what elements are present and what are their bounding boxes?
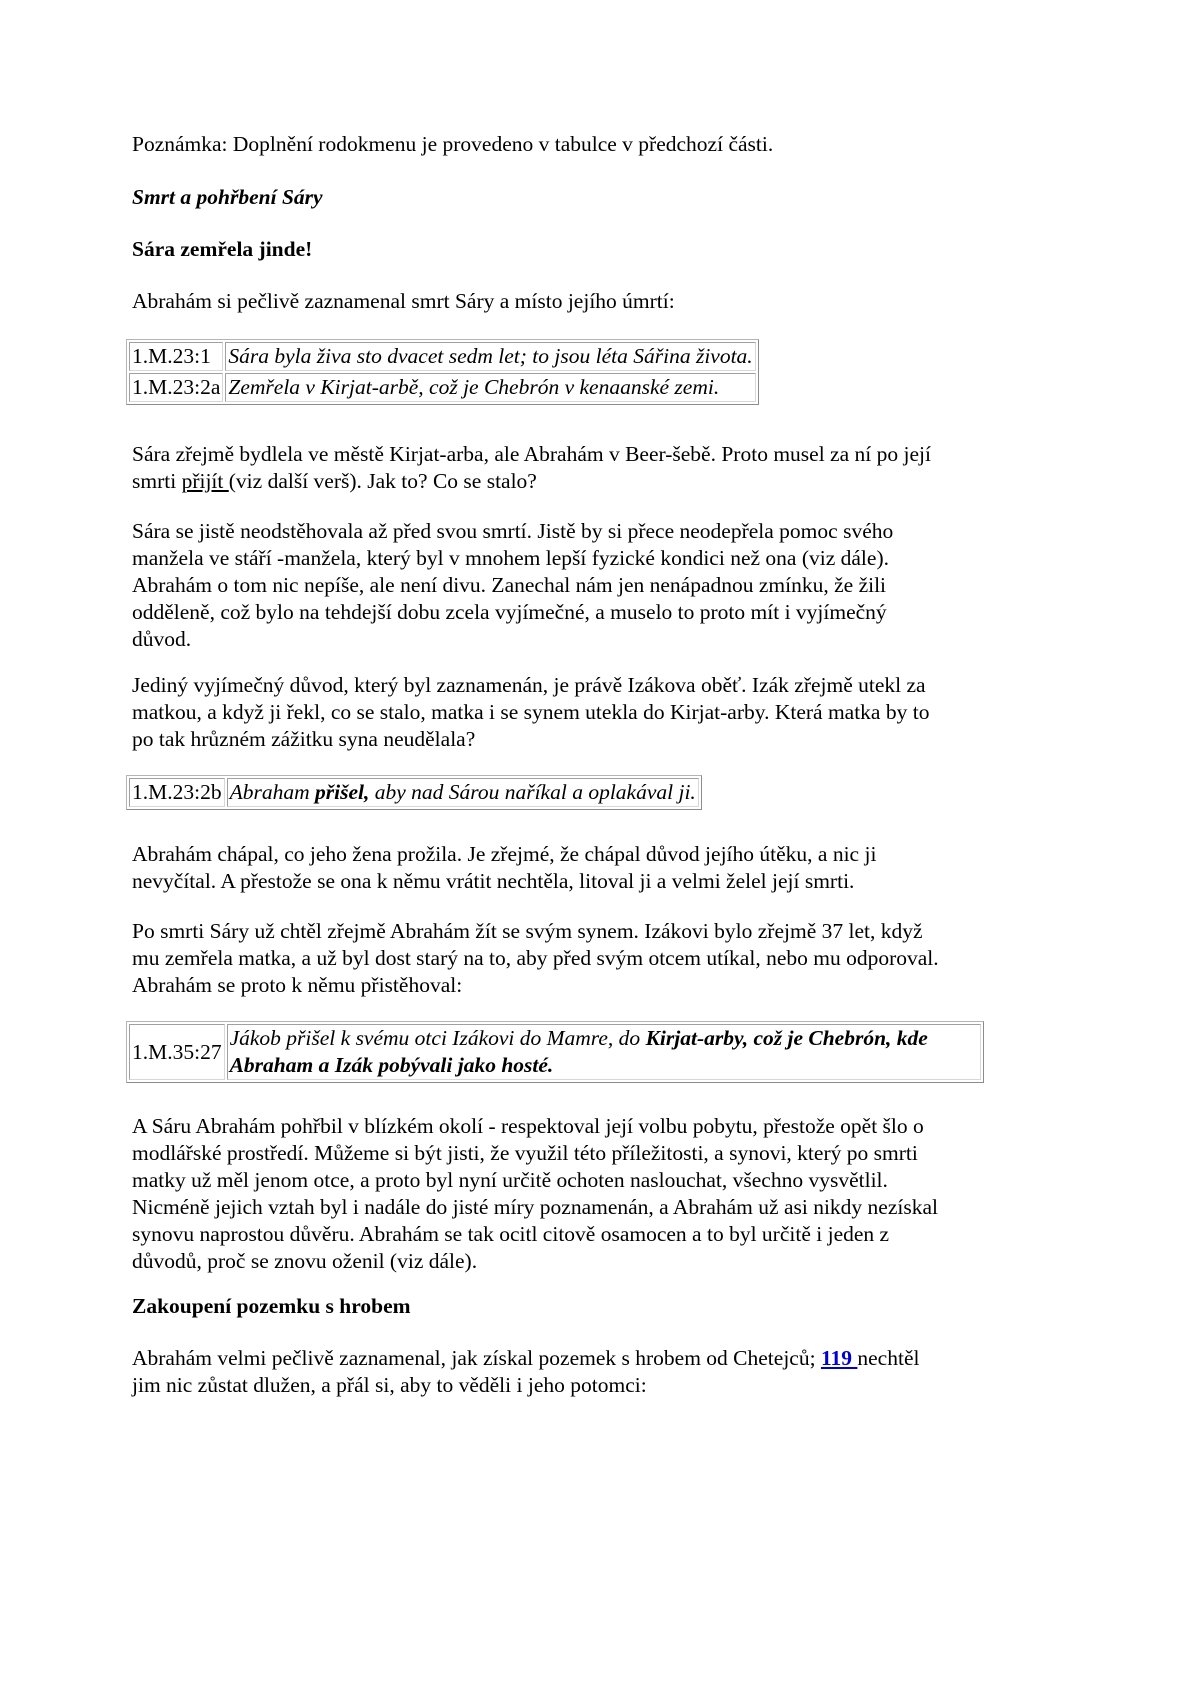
paragraph-line: důvodů, proč se znovu oženil (viz dále). — [132, 1249, 478, 1273]
text-span: smrti — [132, 469, 182, 493]
note-text: Poznámka: Doplnění rodokmenu je provedeno v tabulce v předchozí části. — [132, 132, 774, 156]
intro-paragraph: Abrahám si pečlivě zaznamenal smrt Sáry a místo jejího úmrtí: — [132, 289, 675, 313]
footnote-link[interactable]: 119 — [820, 1346, 858, 1370]
paragraph-line: matkou, a když ji řekl, co se stalo, matka i se synem utekla do Kirjat-arby. Která matka by to — [132, 700, 930, 724]
verse-text: Sára byla živa sto dvacet sedm let; to jsou léta Sářina života. — [225, 342, 755, 371]
verse-ref: 1.M.23:2a — [129, 373, 223, 402]
verse-line — [230, 1052, 978, 1079]
bold-text: Abraham a Izák pobývali jako hosté. — [229, 1053, 554, 1077]
paragraph-3 — [132, 672, 1052, 753]
verse-table-3 — [126, 1021, 984, 1083]
paragraph-line: Abrahám chápal, co jeho žena prožila. Je zřejmé, že chápal důvod jejího útěku, a nic ji — [132, 842, 877, 866]
paragraph-line: manžela ve stáří -manžela, který byl v mnohem lepší fyzické kondici než ona (viz dále). — [132, 546, 889, 570]
verse-row — [129, 373, 756, 402]
verse-line — [230, 1025, 978, 1052]
paragraph-line — [132, 468, 1052, 495]
verse-row — [129, 1024, 981, 1080]
verse-text — [227, 1024, 981, 1080]
text-span: Abraham — [229, 780, 315, 804]
verse-table-2 — [126, 775, 702, 810]
paragraph-line: důvod. — [132, 627, 192, 651]
text-span: (viz další verš). Jak to? Co se stalo? — [228, 469, 537, 493]
paragraph-line: Po smrti Sáry už chtěl zřejmě Abrahám žít se svým synem. Izákovi bylo zřejmě 37 let, když — [132, 919, 923, 943]
text-span: Abrahám velmi pečlivě zaznamenal, jak získal pozemek s hrobem od Chetejců; — [132, 1346, 821, 1370]
bold-text: Kirjat-arby, což je Chebrón, kde — [645, 1026, 928, 1050]
verse-ref: 1.M.35:27 — [129, 1024, 225, 1080]
verse-ref: 1.M.23:2b — [129, 778, 225, 807]
underlined-word: přijít — [181, 469, 229, 493]
bold-text: přišel, — [315, 780, 370, 804]
paragraph-line: Sára se jistě neodstěhovala až před svou smrtí. Jistě by si přece neodepřela pomoc svého — [132, 519, 894, 543]
paragraph-line: jim nic zůstat dlužen, a přál si, aby to věděli i jeho potomci: — [132, 1373, 647, 1397]
paragraph-line: Abrahám se proto k němu přistěhoval: — [132, 973, 463, 997]
section-heading: Smrt a pohřbení Sáry — [132, 185, 323, 209]
paragraph-line: Sára zřejmě bydlela ve městě Kirjat-arba, ale Abrahám v Beer-šebě. Proto musel za ní po její — [132, 442, 931, 466]
verse-text: Zemřela v Kirjat-arbě, což je Chebrón v kenaanské zemi. — [225, 373, 755, 402]
purchase-heading: Zakoupení pozemku s hrobem — [132, 1294, 411, 1318]
verse-ref: 1.M.23:1 — [129, 342, 223, 371]
paragraph-1 — [132, 441, 1052, 495]
paragraph-line: mu zemřela matka, a už byl dost starý na to, aby před svým otcem utíkal, nebo mu odporoval. — [132, 946, 939, 970]
paragraph-line: nevyčítal. A přestože se ona k němu vrátit nechtěla, litoval ji a velmi želel její smrti. — [132, 869, 855, 893]
paragraph-line — [132, 1345, 1052, 1372]
paragraph-line: matky už měl jenom otce, a proto byl nyní určitě ochoten naslouchat, všechno vysvětlil. — [132, 1168, 888, 1192]
text-span: nechtěl — [857, 1346, 920, 1370]
text-span: aby nad Sárou naříkal a oplakával ji. — [369, 780, 696, 804]
text-span: Jákob přišel k svému otci Izákovi do Mamre, do — [229, 1026, 646, 1050]
subsection-heading: Sára zemřela jinde! — [132, 237, 313, 261]
paragraph-line: modlářské prostředí. Můžeme si být jisti, že využil této příležitosti, a synovi, který po smrti — [132, 1141, 918, 1165]
paragraph-4 — [132, 841, 1052, 895]
paragraph-6 — [132, 1113, 1052, 1275]
paragraph-line: A Sáru Abrahám pohřbil v blízkém okolí - respektoval její volbu pobytu, přestože opět šlo o — [132, 1114, 924, 1138]
paragraph-line: po tak hrůzném zážitku syna neudělala? — [132, 727, 476, 751]
verse-row — [129, 778, 699, 807]
paragraph-line: odděleně, což bylo na tehdejší dobu zcela vyjímečné, a muselo to proto mít i vyjímečný — [132, 600, 887, 624]
verse-row — [129, 342, 756, 371]
paragraph-7 — [132, 1345, 1052, 1399]
paragraph-line: Abrahám o tom nic nepíše, ale není divu. Zanechal nám jen nenápadnou zmínku, že žili — [132, 573, 887, 597]
verse-table-1 — [126, 339, 759, 405]
paragraph-line: synovu naprostou důvěru. Abrahám se tak ocitl citově osamocen a to byl určitě i jeden z — [132, 1222, 890, 1246]
paragraph-line: Nicméně jejich vztah byl i nadále do jisté míry poznamenán, a Abrahám už asi nikdy nezískal — [132, 1195, 938, 1219]
paragraph-2 — [132, 518, 1052, 653]
verse-text — [227, 778, 699, 807]
paragraph-5 — [132, 918, 1052, 999]
paragraph-line: Jediný vyjímečný důvod, který byl zaznamenán, je právě Izákova oběť. Izák zřejmě utekl za — [132, 673, 926, 697]
